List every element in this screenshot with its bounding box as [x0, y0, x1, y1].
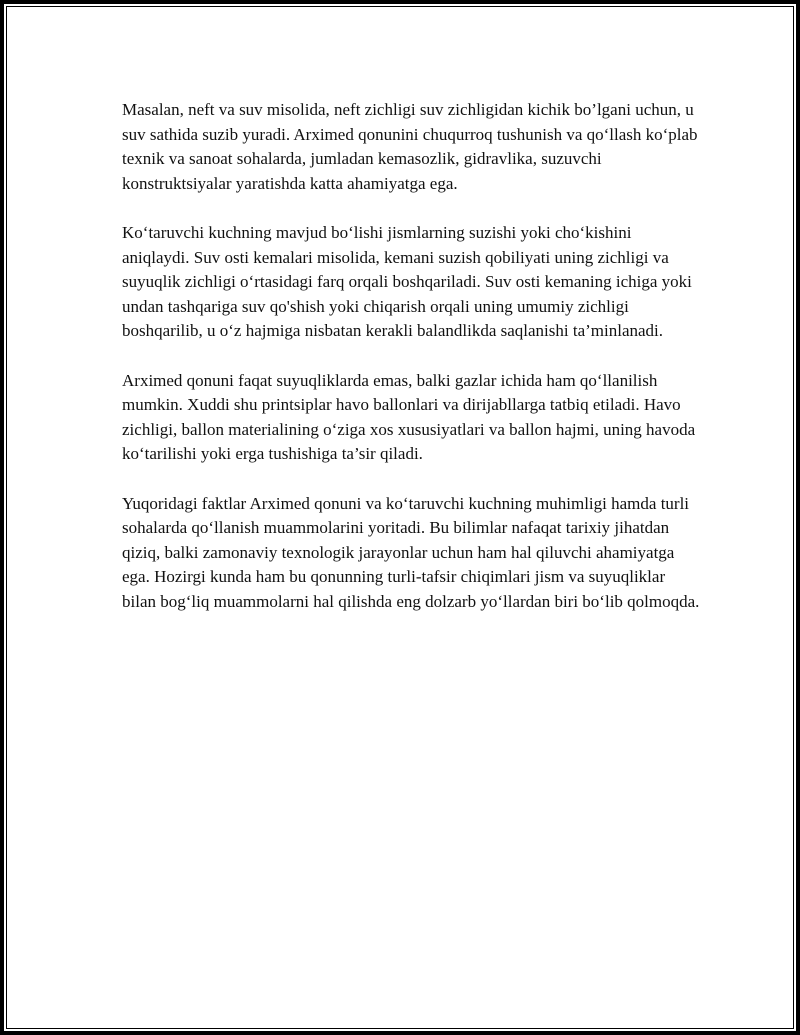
paragraph-1: Masalan, neft va suv misolida, neft zichligi suv zichligidan kichik bo’lgani uchun, u suv sathida suzib yuradi. Arximed qonunini chuqurroq tushunish va qo‘llash ko‘plab texnik va sanoat sohalarda, jumladan kemasozlik, gidravlika, suzuvchi konstruktsiyalar yaratishda katta ahamiyatga ega.: [122, 100, 698, 193]
document-body: [122, 98, 702, 639]
paragraph-2: Ko‘taruvchi kuchning mavjud bo‘lishi jismlarning suzishi yoki cho‘kishini aniqlaydi. Suv osti kemalari misolida, kemani suzish qobiliyati uning zichligi va suyuqlik zichligi oʻrtasidagi farq orqali boshqariladi. Suv osti kemaning ichiga yoki undan tashqariga suv qo'shish yoki chiqarish orqali uning umumiy zichligi boshqarilib, u oʻz hajmiga nisbatan kerakli balandlikda saqlanishi ta’minlanadi.: [122, 222, 692, 341]
paragraph-3: Arximed qonuni faqat suyuqliklarda emas, balki gazlar ichida ham qo‘llanilish mumkin. Xuddi shu printsiplar havo ballonlari va dirijabllarga tatbiq etiladi. Havo zichligi, ballon materialining oʻziga xos xususiyatlari va ballon hajmi, uning havoda ko‘tarilishi yoki erga tushishiga ta’sir qiladi.: [122, 370, 696, 464]
paragraph-4: Yuqoridagi faktlar Arximed qonuni va ko‘taruvchi kuchning muhimligi hamda turli sohalarda qo‘llanish muammolarini yoritadi. Bu bilimlar nafaqat tarixiy jihatdan qiziq, balki zamonaviy texnologik jarayonlar uchun ham hal qiluvchi ahamiyatga ega. Hozirgi kunda ham bu qonunning turli-tafsir chiqimlari jism va suyuqliklar bilan bog‘liq muammolarni hal qilishda eng dolzarb yo‘llardan biri bo‘lib qolmoqda.: [122, 493, 700, 611]
